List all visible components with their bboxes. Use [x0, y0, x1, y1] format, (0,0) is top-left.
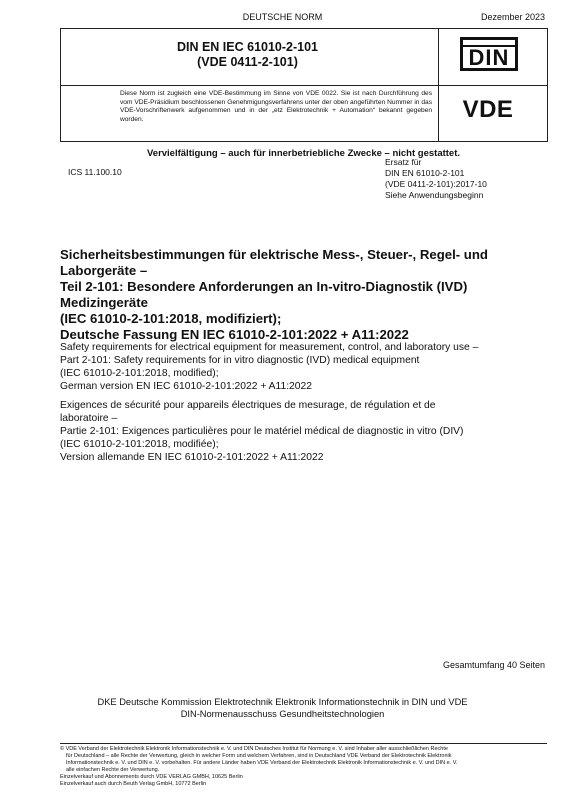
title-english-line: German version EN IEC 61010-2-101:2022 + A11:2022: [60, 381, 312, 392]
replacement-line4: Siehe Anwendungsbeginn: [385, 190, 484, 200]
footer-line: für Deutschland – alle Rechte der Verwertung, gleich in welcher Form und welchem Verfahren, sind in Deutschland VDE Verband der Elektrotechnik Elektronik: [66, 753, 452, 759]
title-french-line: laboratoire –: [60, 413, 118, 424]
header-middle-rule: [60, 85, 547, 86]
title-french: [60, 399, 530, 464]
title-german-line: Teil 2-101: Besondere Anforderungen an In-vitro-Diagnostik (IVD): [60, 279, 468, 294]
total-pages: Gesamtumfang 40 Seiten: [442, 660, 545, 670]
title-german-line: Deutsche Fassung EN IEC 61010-2-101:2022 + A11:2022: [60, 327, 409, 342]
footer-line: Einzelverkauf und Abonnements durch VDE VERLAG GMBH, 10625 Berlin: [60, 774, 243, 780]
replacement-line2: DIN EN 61010-2-101: [385, 168, 465, 178]
din-logo-text: DIN: [468, 45, 510, 70]
document-number: [60, 40, 435, 70]
title-german-line: (IEC 61010-2-101:2018, modifiziert);: [60, 311, 282, 326]
title-german-line: Laborgeräte –: [60, 263, 148, 278]
replacement-info: [385, 157, 487, 201]
title-french-line: Version allemande EN IEC 61010-2-101:2022 + A11:2022: [60, 452, 324, 463]
title-english-line: Part 2-101: Safety requirements for in vitro diagnostic (IVD) medical equipment: [60, 355, 420, 366]
frame-right-line: [547, 28, 548, 142]
vde-logo: VDE: [462, 96, 514, 123]
committee-line2: DIN-Normenausschuss Gesundheitstechnologien: [180, 709, 385, 719]
standard-type-label: DEUTSCHE NORM: [242, 12, 323, 22]
replacement-line3: (VDE 0411-2-101):2017-10: [385, 179, 487, 189]
vde-regulation-note: Diese Norm ist zugleich eine VDE-Bestimmung im Sinne von VDE 0022. Sie ist nach Durchführung des vom VDE-Präsidium beschlossenen Genehmigungsverfahrens unter der oben angeführten Nummer in das VDE-Vorschriftenwerk aufgenommen und in der „etz Elektrotechnik + Automation“ bekannt gegeben worden.: [120, 90, 432, 123]
header-top-rule: [60, 28, 547, 29]
title-french-line: Partie 2-101: Exigences particulières pour le matériel médical de diagnostic in vitro (DIV): [60, 426, 464, 437]
committee-info: [0, 696, 565, 720]
frame-divider-line: [438, 28, 439, 142]
title-french-line: Exigences de sécurité pour appareils électriques de mesurage, de régulation et de: [60, 400, 436, 411]
title-german: [60, 247, 530, 343]
ics-code: ICS 11.100.10: [68, 167, 122, 177]
committee-line1: DKE Deutsche Kommission Elektrotechnik Elektronik Informationstechnik in DIN und VDE: [97, 697, 468, 707]
title-english: [60, 341, 530, 393]
din-logo: [460, 37, 518, 71]
reproduction-notice: Vervielfältigung – auch für innerbetriebliche Zwecke – nicht gestattet.: [146, 148, 461, 159]
footer-line: alle einfachen Rechte der Verwertung.: [66, 767, 160, 773]
header-bottom-rule: [60, 141, 547, 142]
title-english-line: (IEC 61010-2-101:2018, modified);: [60, 368, 219, 379]
title-german-line: Sicherheitsbestimmungen für elektrische Mess-, Steuer-, Regel- und: [60, 247, 488, 262]
document-number-line2: (VDE 0411-2-101): [197, 55, 298, 69]
title-english-line: Safety requirements for electrical equipment for measurement, control, and laboratory use –: [60, 342, 479, 353]
footer-rule: [60, 743, 547, 744]
copyright-footer: [60, 746, 547, 788]
footer-line: Einzelverkauf auch durch Beuth Verlag GmbH, 10772 Berlin: [60, 781, 207, 787]
publication-date: Dezember 2023: [480, 12, 545, 22]
footer-line: © VDE Verband der Elektrotechnik Elektronik Informationstechnik e. V. und DIN Deutsches Institut für Normung e. V. sind Inhaber aller ausschließlichen Rechte: [60, 746, 448, 752]
title-german-line: Medizingeräte: [60, 295, 148, 310]
replacement-line1: Ersatz für: [385, 157, 422, 167]
title-french-line: (IEC 61010-2-101:2018, modifiée);: [60, 439, 219, 450]
document-number-line1: DIN EN IEC 61010-2-101: [176, 40, 319, 54]
footer-line: Informationstechnik e. V. und DIN e. V. vorbehalten. Für andere Länder haben VDE Verband der Elektrotechnik Elektronik Informationstechnik e. V. und DIN e. V.: [66, 760, 458, 766]
